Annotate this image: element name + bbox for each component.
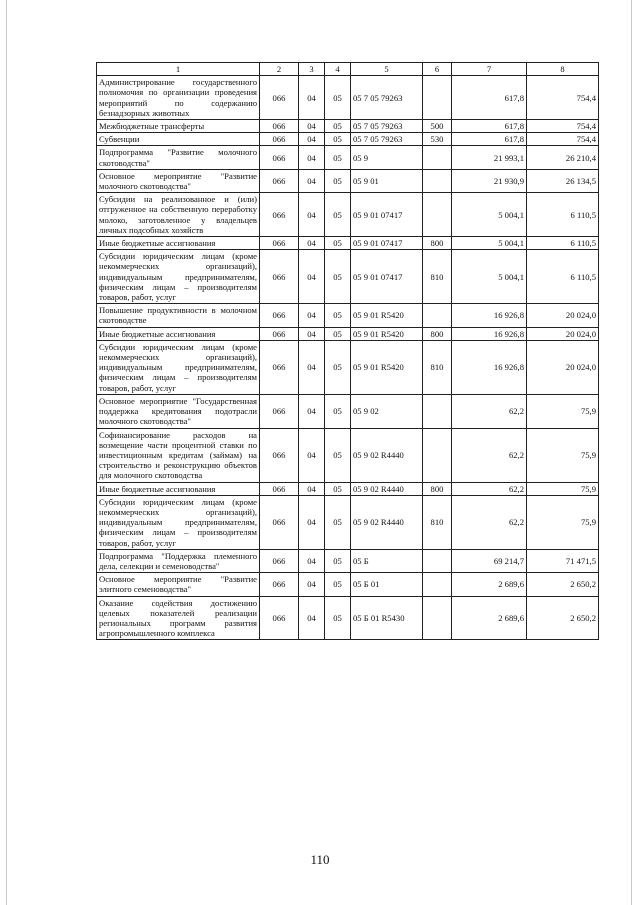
ministry-code-cell: 066 [260, 76, 299, 120]
row-name-cell: Иные бюджетные ассигнования [97, 237, 260, 250]
table-row [97, 428, 599, 482]
subsection-code-cell: 05 [325, 133, 351, 146]
amount-year2-cell: 75,9 [527, 495, 599, 549]
section-code-cell: 04 [299, 237, 325, 250]
amount-year1-cell: 62,2 [452, 428, 527, 482]
section-code-cell: 04 [299, 76, 325, 120]
target-article-cell: 05 Б [351, 549, 423, 572]
left-scan-edge [6, 0, 7, 905]
expense-type-cell [423, 146, 452, 169]
amount-year2-cell: 6 110,5 [527, 193, 599, 237]
header-cell: 3 [299, 63, 325, 76]
amount-year2-cell: 20 024,0 [527, 304, 599, 327]
target-article-cell: 05 Б 01 [351, 573, 423, 596]
table-row [97, 596, 599, 640]
subsection-code-cell: 05 [325, 304, 351, 327]
row-name-cell: Основное мероприятие "Развитие молочного скотоводства" [97, 169, 260, 192]
amount-year2-cell: 20 024,0 [527, 327, 599, 340]
row-name-cell: Основное мероприятие "Государственная поддержка кредитования подотрасли молочного скотоводства" [97, 394, 260, 428]
row-name-cell: Основное мероприятие "Развитие элитного семеноводства" [97, 573, 260, 596]
amount-year2-cell: 754,4 [527, 133, 599, 146]
amount-year1-cell: 617,8 [452, 133, 527, 146]
ministry-code-cell: 066 [260, 495, 299, 549]
table-row [97, 237, 599, 250]
amount-year1-cell: 617,8 [452, 76, 527, 120]
ministry-code-cell: 066 [260, 146, 299, 169]
section-code-cell: 04 [299, 193, 325, 237]
table-row [97, 304, 599, 327]
target-article-cell: 05 9 02 [351, 394, 423, 428]
header-cell: 8 [527, 63, 599, 76]
header-cell: 2 [260, 63, 299, 76]
amount-year1-cell: 62,2 [452, 394, 527, 428]
row-name-cell: Оказание содействия достижению целевых показателей реализации региональных программ развития агропромышленного комплекса [97, 596, 260, 640]
table-row [97, 193, 599, 237]
subsection-code-cell: 05 [325, 573, 351, 596]
table-row [97, 549, 599, 572]
table-row [97, 394, 599, 428]
amount-year1-cell: 21 930,9 [452, 169, 527, 192]
subsection-code-cell: 05 [325, 482, 351, 495]
row-name-cell: Подпрограмма "Развитие молочного скотоводства" [97, 146, 260, 169]
target-article-cell: 05 9 01 07417 [351, 193, 423, 237]
amount-year1-cell: 62,2 [452, 482, 527, 495]
section-code-cell: 04 [299, 327, 325, 340]
amount-year1-cell: 5 004,1 [452, 193, 527, 237]
amount-year2-cell: 754,4 [527, 76, 599, 120]
amount-year1-cell: 21 993,1 [452, 146, 527, 169]
subsection-code-cell: 05 [325, 549, 351, 572]
row-name-cell: Иные бюджетные ассигнования [97, 327, 260, 340]
page-number: 110 [310, 852, 330, 867]
expense-type-cell: 800 [423, 482, 452, 495]
table-row [97, 340, 599, 394]
ministry-code-cell: 066 [260, 549, 299, 572]
table-row [97, 327, 599, 340]
row-name-cell: Иные бюджетные ассигнования [97, 482, 260, 495]
row-name-cell: Администрирование государственного полномочия по организации проведения мероприятий по содержанию безнадзорных животных [97, 76, 260, 120]
ministry-code-cell: 066 [260, 250, 299, 304]
table-row [97, 76, 599, 120]
subsection-code-cell: 05 [325, 169, 351, 192]
table-row [97, 495, 599, 549]
amount-year2-cell: 754,4 [527, 120, 599, 133]
amount-year1-cell: 16 926,8 [452, 304, 527, 327]
ministry-code-cell: 066 [260, 394, 299, 428]
ministry-code-cell: 066 [260, 482, 299, 495]
subsection-code-cell: 05 [325, 327, 351, 340]
table-row [97, 120, 599, 133]
target-article-cell: 05 9 01 [351, 169, 423, 192]
target-article-cell: 05 9 02 R4440 [351, 495, 423, 549]
amount-year2-cell: 75,9 [527, 394, 599, 428]
expense-type-cell: 500 [423, 120, 452, 133]
ministry-code-cell: 066 [260, 133, 299, 146]
expense-type-cell [423, 76, 452, 120]
subsection-code-cell: 05 [325, 495, 351, 549]
right-scan-edge [631, 0, 632, 905]
section-code-cell: 04 [299, 428, 325, 482]
budget-table [96, 62, 599, 640]
amount-year1-cell: 16 926,8 [452, 340, 527, 394]
ministry-code-cell: 066 [260, 120, 299, 133]
amount-year1-cell: 5 004,1 [452, 237, 527, 250]
ministry-code-cell: 066 [260, 428, 299, 482]
amount-year1-cell: 5 004,1 [452, 250, 527, 304]
expense-type-cell [423, 193, 452, 237]
subsection-code-cell: 05 [325, 146, 351, 169]
subsection-code-cell: 05 [325, 120, 351, 133]
section-code-cell: 04 [299, 549, 325, 572]
amount-year1-cell: 62,2 [452, 495, 527, 549]
row-name-cell: Подпрограмма "Поддержка племенного дела, селекции и семеноводства" [97, 549, 260, 572]
ministry-code-cell: 066 [260, 573, 299, 596]
target-article-cell: 05 7 05 79263 [351, 76, 423, 120]
section-code-cell: 04 [299, 304, 325, 327]
header-cell: 7 [452, 63, 527, 76]
section-code-cell: 04 [299, 120, 325, 133]
header-row [97, 63, 599, 76]
expense-type-cell: 800 [423, 327, 452, 340]
expense-type-cell [423, 573, 452, 596]
table-row [97, 146, 599, 169]
amount-year2-cell: 6 110,5 [527, 250, 599, 304]
expense-type-cell [423, 304, 452, 327]
ministry-code-cell: 066 [260, 304, 299, 327]
header-cell: 1 [97, 63, 260, 76]
row-name-cell: Субсидии на реализованное и (или) отгруженное на собственную переработку молоко, заготовленное у владельцев личных подсобных хозяйств [97, 193, 260, 237]
target-article-cell: 05 Б 01 R5430 [351, 596, 423, 640]
expense-type-cell: 810 [423, 495, 452, 549]
ministry-code-cell: 066 [260, 169, 299, 192]
target-article-cell: 05 7 05 79263 [351, 120, 423, 133]
subsection-code-cell: 05 [325, 394, 351, 428]
amount-year1-cell: 2 689,6 [452, 596, 527, 640]
ministry-code-cell: 066 [260, 193, 299, 237]
target-article-cell: 05 9 01 07417 [351, 250, 423, 304]
amount-year1-cell: 16 926,8 [452, 327, 527, 340]
amount-year2-cell: 6 110,5 [527, 237, 599, 250]
target-article-cell: 05 9 01 R5420 [351, 327, 423, 340]
subsection-code-cell: 05 [325, 428, 351, 482]
subsection-code-cell: 05 [325, 193, 351, 237]
ministry-code-cell: 066 [260, 596, 299, 640]
section-code-cell: 04 [299, 394, 325, 428]
amount-year2-cell: 2 650,2 [527, 596, 599, 640]
expense-type-cell: 810 [423, 250, 452, 304]
target-article-cell: 05 9 [351, 146, 423, 169]
subsection-code-cell: 05 [325, 237, 351, 250]
subsection-code-cell: 05 [325, 596, 351, 640]
row-name-cell: Субсидии юридическим лицам (кроме некоммерческих организаций), индивидуальным предпринимателям, физическим лицам – производителям товаров, работ, услуг [97, 250, 260, 304]
amount-year2-cell: 26 134,5 [527, 169, 599, 192]
table-row [97, 169, 599, 192]
section-code-cell: 04 [299, 482, 325, 495]
expense-type-cell [423, 169, 452, 192]
table-body [97, 63, 599, 640]
row-name-cell: Субвенции [97, 133, 260, 146]
target-article-cell: 05 7 05 79263 [351, 133, 423, 146]
table-row [97, 482, 599, 495]
target-article-cell: 05 9 01 R5420 [351, 340, 423, 394]
target-article-cell: 05 9 02 R4440 [351, 482, 423, 495]
target-article-cell: 05 9 02 R4440 [351, 428, 423, 482]
section-code-cell: 04 [299, 495, 325, 549]
row-name-cell: Повышение продуктивности в молочном скотоводстве [97, 304, 260, 327]
row-name-cell: Софинансирование расходов на возмещение части процентной ставки по инвестиционным кредитам (займам) на строительство и реконструкцию объектов для молочного скотоводства [97, 428, 260, 482]
header-cell: 6 [423, 63, 452, 76]
subsection-code-cell: 05 [325, 250, 351, 304]
amount-year2-cell: 75,9 [527, 428, 599, 482]
header-cell: 5 [351, 63, 423, 76]
target-article-cell: 05 9 01 07417 [351, 237, 423, 250]
row-name-cell: Межбюджетные трансферты [97, 120, 260, 133]
expense-type-cell [423, 549, 452, 572]
section-code-cell: 04 [299, 169, 325, 192]
table-row [97, 133, 599, 146]
expense-type-cell: 810 [423, 340, 452, 394]
amount-year2-cell: 75,9 [527, 482, 599, 495]
section-code-cell: 04 [299, 133, 325, 146]
expense-type-cell: 800 [423, 237, 452, 250]
section-code-cell: 04 [299, 250, 325, 304]
table-row [97, 250, 599, 304]
section-code-cell: 04 [299, 596, 325, 640]
row-name-cell: Субсидии юридическим лицам (кроме некоммерческих организаций), индивидуальным предпринимателям, физическим лицам – производителям товаров, работ, услуг [97, 340, 260, 394]
section-code-cell: 04 [299, 146, 325, 169]
table-row [97, 573, 599, 596]
amount-year1-cell: 617,8 [452, 120, 527, 133]
subsection-code-cell: 05 [325, 76, 351, 120]
expense-type-cell [423, 428, 452, 482]
amount-year2-cell: 71 471,5 [527, 549, 599, 572]
row-name-cell: Субсидии юридическим лицам (кроме некоммерческих организаций), индивидуальным предпринимателям, физическим лицам – производителям товаров, работ, услуг [97, 495, 260, 549]
expense-type-cell [423, 596, 452, 640]
section-code-cell: 04 [299, 340, 325, 394]
expense-type-cell [423, 394, 452, 428]
amount-year1-cell: 2 689,6 [452, 573, 527, 596]
subsection-code-cell: 05 [325, 340, 351, 394]
ministry-code-cell: 066 [260, 237, 299, 250]
expense-type-cell: 530 [423, 133, 452, 146]
amount-year2-cell: 20 024,0 [527, 340, 599, 394]
amount-year2-cell: 26 210,4 [527, 146, 599, 169]
ministry-code-cell: 066 [260, 327, 299, 340]
target-article-cell: 05 9 01 R5420 [351, 304, 423, 327]
amount-year2-cell: 2 650,2 [527, 573, 599, 596]
section-code-cell: 04 [299, 573, 325, 596]
header-cell: 4 [325, 63, 351, 76]
ministry-code-cell: 066 [260, 340, 299, 394]
amount-year1-cell: 69 214,7 [452, 549, 527, 572]
